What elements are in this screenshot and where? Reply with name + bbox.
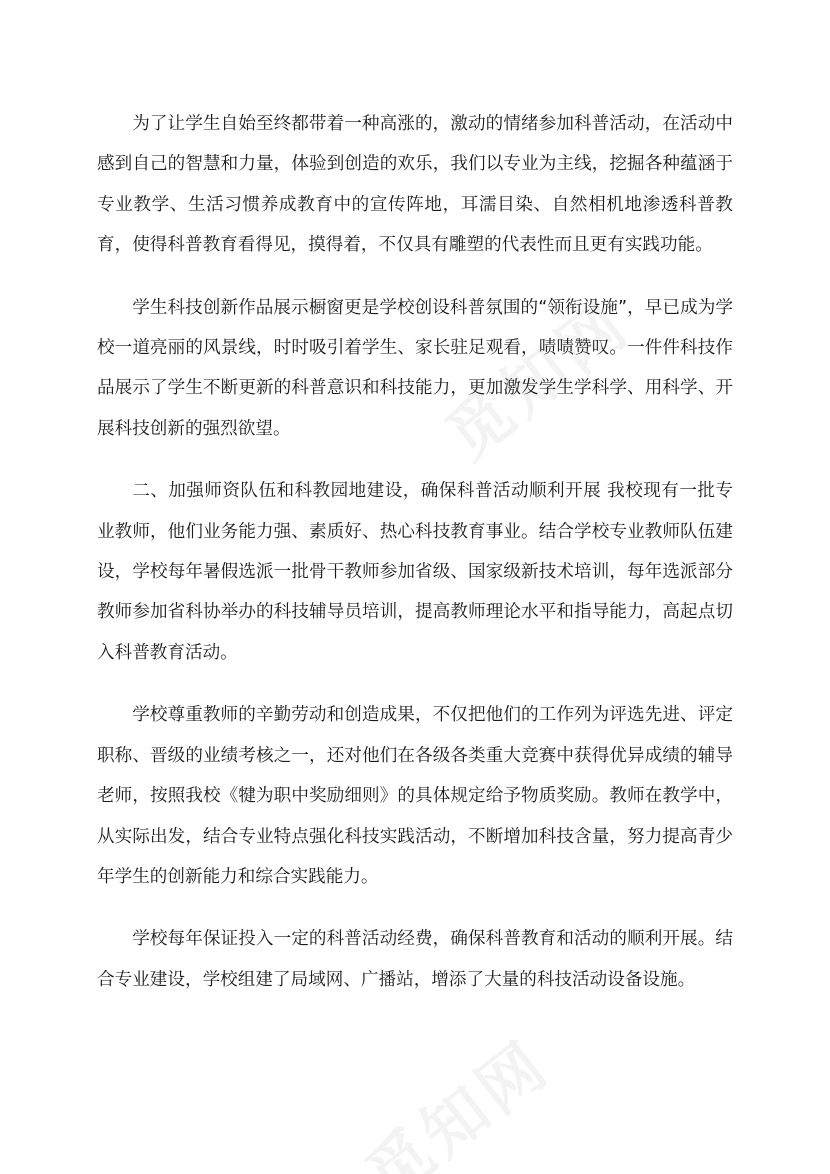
watermark: [344, 1015, 566, 1174]
paragraph-3: 二、加强师资队伍和科教园地建设，确保科普活动顺利开展 我校现有一批专业教师，他们业务能力强、素质好、热心科技教育事业。结合学校专业教师队伍建设，学校每年暑假选派一批骨干教师参加省级、国家级新技术培训，每年选派部分教师参加省科协举办的科技辅导员培训，提高教师理论水平和指导能力，高起点切入科普教育活动。: [97, 481, 733, 663]
document-body: [97, 104, 733, 1022]
paragraph-2: 学生科技创新作品展示橱窗更是学校创设科普氛围的“领衔设施”，早已成为学校一道亮丽的风景线，时时吸引着学生、家长驻足观看，啧啧赞叹。一件件科技作品展示了学生不断更新的科普意识和科技能力，更加激发学生学科学、用科学、开展科技创新的强烈欲望。: [97, 297, 733, 439]
paragraph-5: 学校每年保证投入一定的科普活动经费，确保科普教育和活动的顺利开展。结合专业建设，学校组建了局域网、广播站，增添了大量的科技活动设备设施。: [97, 929, 733, 990]
paragraph-4: 学校尊重教师的辛勤劳动和创造成果，不仅把他们的工作列为评选先进、评定职称、晋级的业绩考核之一，还对他们在各级各类重大竞赛中获得优异成绩的辅导老师，按照我校《犍为职中奖励细则》的具体规定给予物质奖励。教师在教学中，从实际出发，结合专业特点强化科技实践活动，不断增加科技含量，努力提高青少年学生的创新能力和综合实践能力。: [97, 705, 733, 887]
paragraph-1: 为了让学生自始至终都带着一种高涨的，激动的情绪参加科普活动，在活动中感到自己的智慧和力量，体验到创造的欢乐，我们以专业为主线，挖掘各种蕴涵于专业教学、生活习惯养成教育中的宣传阵地，耳濡目染、自然相机地渗透科普教育，使得科普教育看得见，摸得着，不仅具有雕塑的代表性而且更有实践功能。: [97, 114, 733, 256]
